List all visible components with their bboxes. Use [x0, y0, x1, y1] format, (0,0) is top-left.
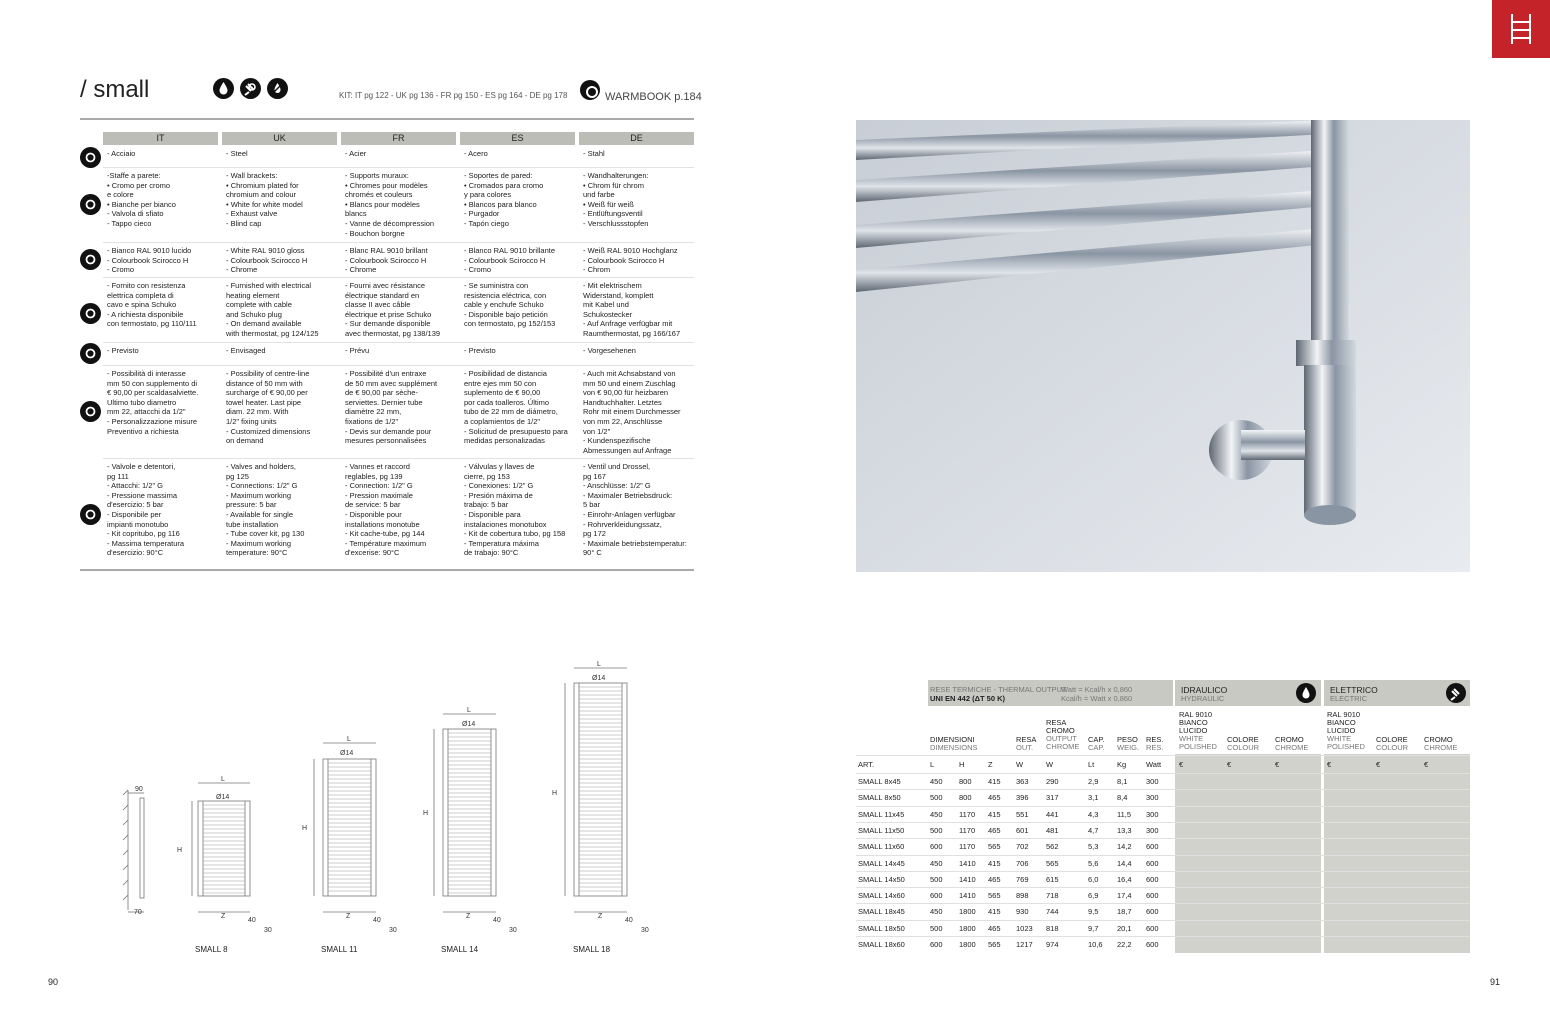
- value-cell: 2,9: [1088, 777, 1099, 786]
- spec-cell: - Fourni avec résistance électrique standard en classe II avec câble électrique et prise Schuko - Sur demande disponible avec thermostat, pg 138/139: [345, 281, 441, 338]
- tools-icon: [80, 401, 101, 422]
- euro-cell: €: [1424, 760, 1429, 769]
- col-output-chrome: OUTPUT CHROME: [1046, 734, 1080, 751]
- dim-h: H: [302, 825, 308, 832]
- electric-subtitle: ELECTRIC: [1330, 694, 1368, 703]
- value-cell: 974: [1046, 940, 1059, 949]
- spec-cell: - Wall brackets: • Chromium plated for chromium and colour • White for white model - Exhaust valve - Blind cap: [226, 171, 303, 228]
- value-cell: 4,3: [1088, 809, 1099, 819]
- dim-h: H: [423, 810, 429, 817]
- value-cell: 465: [988, 923, 1001, 933]
- value-cell: 5,6: [1088, 858, 1099, 868]
- col-peso: PESO: [1117, 735, 1138, 744]
- spec-cell: - Wandhalterungen: • Chrom für chrom und farbe • Weiß für weiß - Entlüftungsventil - Verschlussstopfen: [583, 171, 649, 228]
- row-line: [856, 755, 1470, 756]
- value-cell: 8,1: [1117, 777, 1128, 786]
- value-cell: 4,7: [1088, 825, 1099, 835]
- row-line: [856, 773, 1470, 774]
- spec-cell: - Previsto: [464, 346, 496, 355]
- drawing-label: SMALL 18: [573, 945, 611, 954]
- row-separator: [103, 242, 694, 243]
- value-cell: 600: [930, 842, 943, 852]
- value-cell: 1800: [959, 923, 976, 933]
- pipe-diameter: Ø14: [462, 721, 476, 728]
- value-cell: 600: [1146, 858, 1159, 868]
- side-bottom-label: 70: [134, 909, 142, 916]
- unit-cell: Z: [988, 760, 993, 769]
- divider: [80, 118, 694, 120]
- spec-cell: - Auch mit Achsabstand von mm 50 und einem Zuschlag von € 90,00 für heizbaren Handtuchhalter. Letztes Rohr mit einem Durchmesser von mm 22, Anschlüsse von 1/2" - Kundenspezifische Abmessungen auf Anfrage: [583, 369, 681, 455]
- article-cell: SMALL 11x50: [858, 825, 905, 835]
- value-cell: 818: [1046, 923, 1059, 933]
- spec-cell: - Supports muraux: • Chromes pour modèles chromés et couleurs • Blancs pour modèles blancs - Vanne de décompression - Bouchon borgne: [345, 171, 435, 238]
- value-cell: 441: [1046, 809, 1059, 819]
- color-icon: [80, 249, 101, 270]
- col-colour: COLOUR: [1376, 743, 1409, 752]
- price-column-bg: [1175, 754, 1321, 953]
- value-cell: 8,4: [1117, 793, 1128, 803]
- value-cell: 18,7: [1117, 907, 1132, 917]
- spec-cell: - Possibilité d'un entraxe de 50 mm avec supplément de € 90,00 par sèche- serviettes. Dernier tube diamètre 22 mm, fixations de 1/2" - Devis sur demande pour mesures personnalisées: [345, 369, 438, 446]
- value-cell: 450: [930, 777, 943, 786]
- value-cell: 565: [1046, 858, 1059, 868]
- door-icon: [80, 343, 101, 364]
- value-cell: 562: [1046, 842, 1059, 852]
- col-res: RES.: [1146, 735, 1164, 744]
- spec-cell: - Blanco RAL 9010 brillante - Colourbook Scirocco H - Cromo: [464, 246, 556, 275]
- col-white-polished: WHITE POLISHED: [1179, 734, 1217, 751]
- article-cell: SMALL 18x45: [858, 907, 905, 917]
- row-line: [856, 903, 1470, 904]
- value-cell: 415: [988, 809, 1001, 819]
- value-cell: 1800: [959, 940, 976, 949]
- value-cell: 300: [1146, 825, 1159, 835]
- value-cell: 450: [930, 809, 943, 819]
- value-cell: 600: [1146, 940, 1159, 949]
- article-cell: SMALL 11x45: [858, 809, 905, 819]
- value-cell: 800: [959, 777, 972, 786]
- value-cell: 600: [1146, 907, 1159, 917]
- col-cromo: CROMO: [1275, 735, 1304, 744]
- euro-cell: €: [1376, 760, 1381, 769]
- value-cell: 5,3: [1088, 842, 1099, 852]
- electric-plug-icon: [240, 78, 261, 99]
- drawing-label: SMALL 14: [441, 945, 479, 954]
- spec-cell: - Previsto: [107, 346, 139, 355]
- col-colore: COLORE: [1227, 735, 1259, 744]
- data-table: [856, 680, 1470, 970]
- value-cell: 465: [988, 874, 1001, 884]
- value-cell: 290: [1046, 777, 1059, 786]
- value-cell: 565: [988, 891, 1001, 901]
- page-number-right: 91: [1490, 977, 1501, 987]
- dim-30: 30: [509, 927, 517, 934]
- electric-title: ELETTRICO: [1330, 685, 1378, 695]
- lang-header: UK: [222, 132, 337, 145]
- value-cell: 600: [1146, 874, 1159, 884]
- row-line: [856, 887, 1470, 888]
- side-dim-label: 90: [135, 786, 143, 793]
- dim-l: L: [597, 661, 601, 668]
- drawing-label: SMALL 8: [195, 945, 228, 954]
- spec-cell: - Furnished with electrical heating element complete with cable and Schuko plug - On demand available with thermostat, pg 124/125: [226, 281, 319, 338]
- value-cell: 13,3: [1117, 825, 1132, 835]
- value-cell: 565: [988, 940, 1001, 949]
- value-cell: 17,4: [1117, 891, 1132, 901]
- value-cell: 1170: [959, 825, 976, 835]
- towel-rail-badge: [1492, 0, 1550, 58]
- hydraulic-title: IDRAULICO: [1181, 685, 1228, 695]
- value-cell: 11,5: [1117, 809, 1132, 819]
- value-cell: 363: [1016, 777, 1029, 786]
- header-title: RESE TERMICHE - THERMAL OUTPUT: [930, 685, 1067, 694]
- spec-cell: - Ventil und Drossel, pg 167 - Anschlüsse: 1/2" G - Maximaler Betriebsdruck: 5 bar - Einrohr-Anlagen verfügbar - Rohrverkleidungssatz, pg 172 - Maximale betriebstemperatur: 90° C: [583, 462, 687, 558]
- article-cell: SMALL 8x45: [858, 777, 901, 786]
- row-line: [856, 855, 1470, 856]
- row-separator: [103, 167, 694, 168]
- value-cell: 1410: [959, 858, 976, 868]
- value-cell: 615: [1046, 874, 1059, 884]
- row-separator: [103, 342, 694, 343]
- dim-30: 30: [641, 927, 649, 934]
- row-line: [856, 789, 1470, 790]
- euro-cell: €: [1179, 760, 1184, 769]
- pipe-diameter: Ø14: [592, 675, 606, 682]
- col-resa-cromo: RESA CROMO: [1046, 718, 1075, 735]
- unit-cell: ART.: [858, 760, 875, 769]
- spec-cell: - Acciaio: [107, 149, 136, 158]
- warmbook-label: WARMBOOK p.184: [605, 91, 702, 103]
- value-cell: 930: [1016, 907, 1029, 917]
- value-cell: 1410: [959, 891, 976, 901]
- dim-40: 40: [248, 917, 256, 924]
- unit-cell: Kg: [1117, 760, 1127, 769]
- feature-icons: [213, 78, 288, 99]
- euro-cell: €: [1275, 760, 1280, 769]
- col-colour: COLOUR: [1227, 743, 1260, 752]
- row-separator: [103, 365, 694, 366]
- product-photo: [856, 120, 1470, 572]
- drawing-label: SMALL 11: [321, 945, 358, 954]
- spec-cell: - Bianco RAL 9010 lucido - Colourbook Scirocco H - Cromo: [107, 246, 192, 275]
- value-cell: 702: [1016, 842, 1029, 852]
- lang-header: IT: [103, 132, 218, 145]
- value-cell: 465: [988, 793, 1001, 803]
- value-cell: 600: [1146, 891, 1159, 901]
- spec-cell: - Acero: [464, 149, 488, 158]
- spec-cell: - Possibilità di interasse mm 50 con supplemento di € 90,00 per scaldasalviette. Ultimo tubo diametro mm 22, attacchi da 1/2" - Personalizzazione misure Preventivo a richiesta: [107, 369, 199, 436]
- col-out: OUT.: [1016, 743, 1034, 752]
- electric-plug-icon: [1446, 683, 1466, 703]
- dim-z: Z: [598, 913, 603, 920]
- unit-cell: W: [1046, 760, 1054, 769]
- col-colore: COLORE: [1376, 735, 1408, 744]
- pipe-diameter: Ø14: [216, 794, 230, 801]
- euro-cell: €: [1327, 760, 1332, 769]
- spec-cell: - Válvulas y llaves de cierre, pg 153 - Conexiones: 1/2" G - Presión máxima de trabajo: 5 bar - Disponible para instalaciones monotubox - Kit de cobertura tubo, pg 158 - Temperatura máxima de trabajo: 90°C: [464, 462, 566, 558]
- article-cell: SMALL 8x50: [858, 793, 901, 803]
- header-conversion: Watt = Kcal/h x 0,860: [1061, 685, 1133, 694]
- spec-cell: -Staffe a parete: • Cromo per cromo e colore • Bianche per bianco - Valvola di sfiato - Tappo cieco: [107, 171, 176, 228]
- header-standard: UNI EN 442 (ΔT 50 K): [930, 694, 1005, 703]
- side-profile: [140, 798, 144, 898]
- article-cell: SMALL 18x50: [858, 923, 905, 933]
- electric-icon: [80, 303, 101, 324]
- warmbook-link[interactable]: [580, 80, 702, 103]
- spec-cell: - Soportes de pared: • Cromados para cromo y para colores • Blancos para blanco - Purgador - Tapón ciego: [464, 171, 544, 228]
- header-conversion: Kcal/h = Watt x 0,860: [1061, 694, 1133, 703]
- col-resa: RESA: [1016, 735, 1037, 744]
- article-cell: SMALL 18x60: [858, 940, 905, 949]
- unit-cell: H: [959, 760, 965, 769]
- water-drop-icon: [1296, 683, 1316, 703]
- row-separator: [103, 458, 694, 459]
- value-cell: 500: [930, 825, 943, 835]
- price-column-bg: [1324, 754, 1470, 953]
- technical-drawings: [120, 655, 680, 960]
- spec-cell: - Steel: [226, 149, 248, 158]
- col-ral-white: RAL 9010 BIANCO LUCIDO: [1179, 710, 1213, 735]
- unit-cell: L: [930, 760, 935, 769]
- value-cell: 14,2: [1117, 842, 1132, 852]
- row-line: [856, 920, 1470, 921]
- lang-header: DE: [579, 132, 694, 145]
- spec-cell: - Weiß RAL 9010 Hochglanz - Colourbook Scirocco H - Chrom: [583, 246, 678, 275]
- value-cell: 744: [1046, 907, 1059, 917]
- mixed-icon: [267, 78, 288, 99]
- value-cell: 415: [988, 858, 1001, 868]
- value-cell: 1410: [959, 874, 976, 884]
- value-cell: 600: [1146, 923, 1159, 933]
- value-cell: 800: [959, 793, 972, 803]
- checkmark-icon: [80, 194, 101, 215]
- value-cell: 898: [1016, 891, 1029, 901]
- col-cap: CAP.: [1088, 735, 1105, 744]
- value-cell: 601: [1016, 825, 1029, 835]
- value-cell: 1170: [959, 809, 976, 819]
- col-cap-en: CAP.: [1088, 743, 1105, 752]
- article-cell: SMALL 14x45: [858, 858, 905, 868]
- value-cell: 500: [930, 874, 943, 884]
- value-cell: 300: [1146, 777, 1159, 786]
- value-cell: 300: [1146, 809, 1159, 819]
- spec-cell: - Mit elektrischem Widerstand, komplett mit Kabel und Schukostecker - Auf Anfrage verfügbar mit Raumthermostat, pg 166/167: [583, 281, 681, 338]
- unit-cell: Watt: [1146, 760, 1162, 769]
- page-number-left: 90: [48, 977, 59, 987]
- col-res-en: RES.: [1146, 743, 1164, 752]
- value-cell: 9,7: [1088, 923, 1099, 933]
- value-cell: 500: [930, 923, 943, 933]
- spec-cell: - Se suministra con resistencia eléctrica, con cable y enchufe Schuko - Disponible bajo petición con termostato, pg 152/153: [464, 281, 556, 329]
- value-cell: 450: [930, 907, 943, 917]
- value-cell: 396: [1016, 793, 1029, 803]
- page-title: / small: [80, 76, 150, 103]
- article-cell: SMALL 14x50: [858, 874, 905, 884]
- dim-l: L: [221, 776, 225, 783]
- spec-cell: - Acier: [345, 149, 367, 158]
- dim-z: Z: [466, 913, 471, 920]
- col-weig: WEIG.: [1117, 743, 1140, 752]
- euro-cell: €: [1227, 760, 1232, 769]
- value-cell: 9,5: [1088, 907, 1099, 917]
- dim-40: 40: [373, 917, 381, 924]
- value-cell: 22,2: [1117, 940, 1132, 949]
- article-cell: SMALL 11x60: [858, 842, 905, 852]
- value-cell: 6,9: [1088, 891, 1099, 901]
- value-cell: 3,1: [1088, 793, 1099, 803]
- row-line: [856, 822, 1470, 823]
- spec-cell: - Valvole e detentori, pg 111 - Attacchi: 1/2" G - Pressione massima d'esercizio: 5 bar - Disponibile per impianti monotubo - Kit copritubo, pg 116 - Massima temperatura d'esercizio: 90°C: [107, 462, 185, 558]
- unit-cell: W: [1016, 760, 1024, 769]
- value-cell: 16,4: [1117, 874, 1132, 884]
- dim-l: L: [467, 707, 471, 714]
- value-cell: 551: [1016, 809, 1029, 819]
- value-cell: 14,4: [1117, 858, 1132, 868]
- hydraulic-subtitle: HYDRAULIC: [1181, 694, 1225, 703]
- divider: [80, 569, 694, 571]
- spec-cell: - Posibilidad de distancia entre ejes mm 50 con suplemento de € 90,00 por cada toalleros. Último tubo de 22 mm de diámetro, a coplamientos de 1/2" - Solicitud de presupuesto para medidas personalizadas: [464, 369, 568, 446]
- col-ral-white: RAL 9010 BIANCO LUCIDO: [1327, 710, 1361, 735]
- dim-h: H: [177, 847, 183, 854]
- article-cell: SMALL 14x60: [858, 891, 905, 901]
- spec-cell: - Vorgesehenen: [583, 346, 636, 355]
- kit-reference: KIT: IT pg 122 - UK pg 136 - FR pg 150 - ES pg 164 - DE pg 178: [339, 91, 568, 100]
- row-line: [856, 936, 1470, 937]
- col-chrome: CHROME: [1275, 743, 1309, 752]
- row-line: [856, 806, 1470, 807]
- value-cell: 565: [988, 842, 1001, 852]
- spec-cell: - Valves and holders, pg 125 - Connections: 1/2" G - Maximum working pressure: 5 bar - Available for single tube installation - Tube cover kit, pg 130 - Maximum working temperature: 90°C: [226, 462, 305, 558]
- value-cell: 481: [1046, 825, 1059, 835]
- dim-40: 40: [493, 917, 501, 924]
- spec-cell: - Vannes et raccord reglables, pg 139 - Connection: 1/2" G - Pression maximale de service: 5 bar - Disponible pour installations monotube - Kit cache-tube, pg 144 - Température maximum d'excerise: 90°C: [345, 462, 427, 558]
- value-cell: 465: [988, 825, 1001, 835]
- spec-cell: - Prévu: [345, 346, 370, 355]
- value-cell: 317: [1046, 793, 1059, 803]
- value-cell: 300: [1146, 793, 1159, 803]
- col-cromo: CROMO: [1424, 735, 1453, 744]
- col-dimensioni: DIMENSIONI: [930, 735, 975, 744]
- col-dimensions: DIMENSIONS: [930, 743, 978, 752]
- col-white-polished: WHITE POLISHED: [1327, 734, 1365, 751]
- row-separator: [103, 277, 694, 278]
- row-line: [856, 838, 1470, 839]
- spec-cell: - Blanc RAL 9010 brillant - Colourbook Scirocco H - Chrome: [345, 246, 428, 275]
- value-cell: 600: [930, 891, 943, 901]
- lang-header: ES: [460, 132, 575, 145]
- dim-z: Z: [346, 913, 351, 920]
- towel-rail-icon: [1492, 0, 1550, 58]
- value-cell: 706: [1016, 858, 1029, 868]
- book-icon: [80, 504, 101, 525]
- spec-cell: - Stahl: [583, 149, 605, 158]
- dim-l: L: [347, 736, 351, 743]
- value-cell: 600: [930, 940, 943, 949]
- value-cell: 415: [988, 907, 1001, 917]
- value-cell: 600: [1146, 842, 1159, 852]
- unit-cell: Lt: [1088, 760, 1095, 769]
- col-chrome: CHROME: [1424, 743, 1458, 752]
- dim-30: 30: [264, 927, 272, 934]
- spec-cell: - Fornito con resistenza elettrica completa di cavo e spina Schuko - A richiesta disponibile con termostato, pg 110/111: [107, 281, 197, 329]
- value-cell: 769: [1016, 874, 1029, 884]
- value-cell: 500: [930, 793, 943, 803]
- water-drop-icon: [213, 78, 234, 99]
- dim-40: 40: [625, 917, 633, 924]
- value-cell: 450: [930, 858, 943, 868]
- value-cell: 1023: [1016, 923, 1033, 933]
- value-cell: 1217: [1016, 940, 1033, 949]
- spec-cell: - Envisaged: [226, 346, 266, 355]
- value-cell: 1800: [959, 907, 976, 917]
- dim-30: 30: [389, 927, 397, 934]
- value-cell: 6,0: [1088, 874, 1099, 884]
- camera-icon: [580, 80, 600, 100]
- value-cell: 10,6: [1088, 940, 1103, 949]
- value-cell: 1170: [959, 842, 976, 852]
- lang-header: FR: [341, 132, 456, 145]
- dim-z: Z: [221, 913, 226, 920]
- dim-h: H: [552, 790, 558, 797]
- spec-cell: - Possibility of centre-line distance of 50 mm with surcharge of € 90,00 per towel heater. Last pipe diam. 22 mm. With 1/2" fixing units - Customized dimensions on demand: [226, 369, 311, 446]
- value-cell: 718: [1046, 891, 1059, 901]
- value-cell: 20,1: [1117, 923, 1132, 933]
- spec-cell: - White RAL 9010 gloss - Colourbook Scirocco H - Chrome: [226, 246, 308, 275]
- row-line: [856, 871, 1470, 872]
- pipe-diameter: Ø14: [340, 750, 354, 757]
- material-icon: [80, 147, 101, 168]
- value-cell: 415: [988, 777, 1001, 786]
